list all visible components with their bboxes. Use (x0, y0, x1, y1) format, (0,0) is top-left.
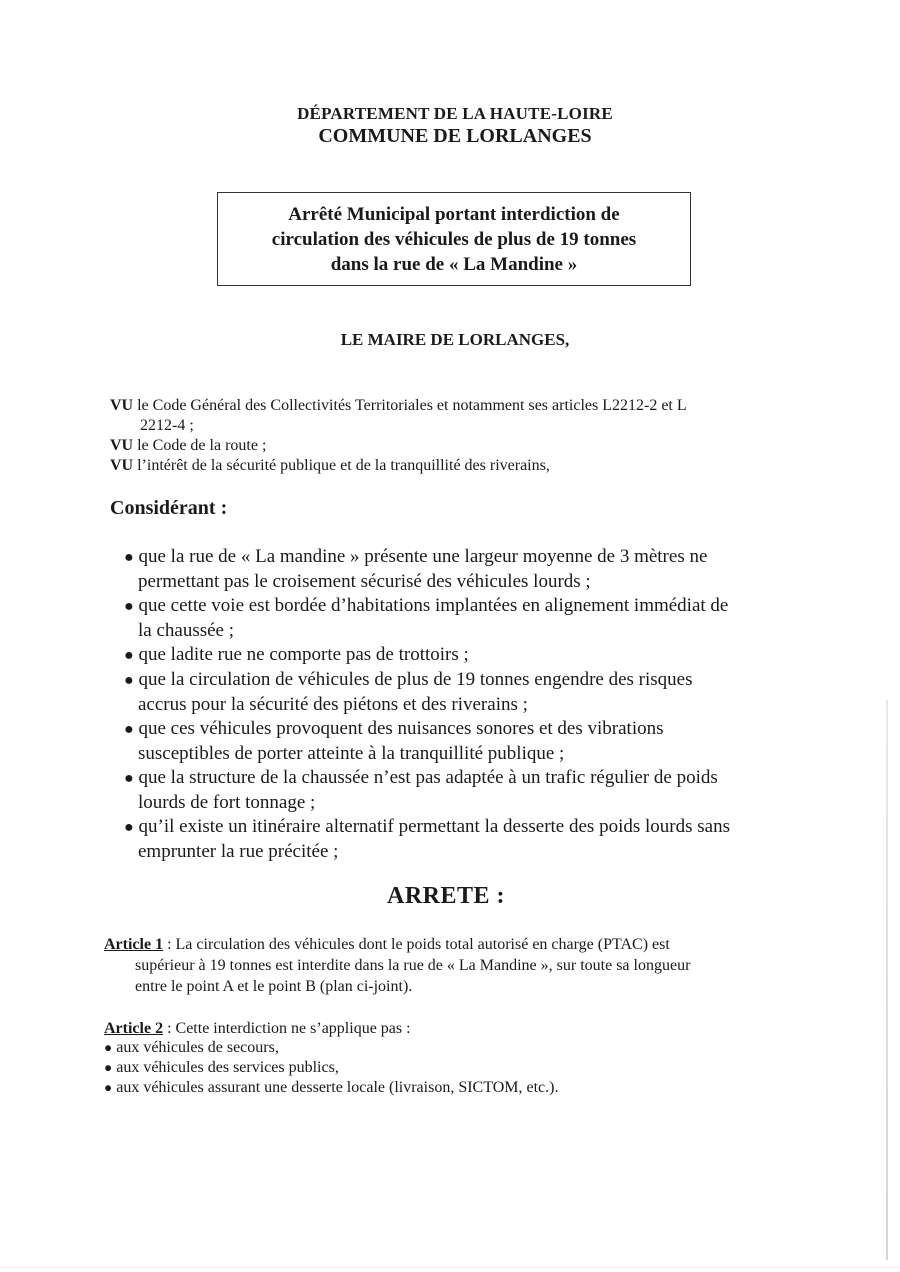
bullet-icon: ● (124, 770, 134, 787)
article-2: Article 2 : Cette interdiction ne s’applique pas : (104, 1020, 411, 1037)
vu-clause (110, 456, 800, 476)
commune-heading: COMMUNE DE LORLANGES (318, 125, 592, 147)
vu-label: VU (110, 437, 134, 454)
list-item: ● qu’il existe un itinéraire alternatif permettant la desserte des poids lourds sans emprunter la rue précitée ; (124, 816, 730, 862)
exemption-list (104, 1038, 558, 1098)
mayor-heading: LE MAIRE DE LORLANGES, (340, 330, 570, 349)
scan-edge-line (0, 1267, 900, 1268)
department-heading: DÉPARTEMENT DE LA HAUTE-LOIRE (297, 104, 613, 123)
decree-title-line: Arrêté Municipal portant interdiction de (288, 203, 620, 225)
vu-label: VU (110, 457, 134, 474)
vu-text: le Code Général des Collectivités Territoriales et notamment ses articles L2212-2 et L (133, 397, 687, 414)
bullet-icon: ● (124, 672, 134, 689)
bullet-icon: ● (124, 647, 134, 664)
list-item: ● aux véhicules de secours, (104, 1039, 279, 1056)
vu-text: l’intérêt de la sécurité publique et de la tranquillité des riverains, (133, 457, 550, 474)
bullet-icon: ● (124, 598, 134, 615)
vu-clause (110, 436, 800, 456)
scan-edge-shadow (886, 700, 888, 1260)
decree-title-line: circulation des véhicules de plus de 19 tonnes (271, 228, 637, 250)
considerant-list (110, 545, 810, 864)
bullet-icon: ● (104, 1080, 113, 1095)
list-item: ● que ladite rue ne comporte pas de trottoirs ; (124, 644, 469, 665)
bullet-icon: ● (124, 819, 134, 836)
vu-label: VU (110, 397, 134, 414)
decree-title-box (217, 192, 691, 286)
list-item: ● que cette voie est bordée d’habitations implantées en alignement immédiat de la chaussée ; (124, 595, 729, 641)
decree-title-line: dans la rue de « La Mandine » (330, 253, 578, 275)
bullet-icon: ● (124, 549, 134, 566)
considerant-heading: Considérant : (110, 497, 228, 519)
bullet-icon: ● (124, 721, 134, 738)
bullet-icon: ● (104, 1040, 113, 1055)
list-item: ● que la structure de la chaussée n’est pas adaptée à un trafic régulier de poids lourds de fort tonnage ; (124, 767, 718, 813)
list-item: ● que ces véhicules provoquent des nuisances sonores et des vibrations susceptibles de porter atteinte à la tranquillité publique ; (124, 718, 664, 764)
article-1: Article 1 : La circulation des véhicules dont le poids total autorisé en charge (PTAC) est supérieur à 19 tonnes est interdite dans la rue de « La Mandine », sur toute sa longueur entre le point A et le point B (plan ci-joint). (104, 936, 691, 995)
list-item: ● que la rue de « La mandine » présente une largeur moyenne de 3 mètres ne permettant pas le croisement sécurisé des véhicules lourds ; (124, 546, 708, 592)
article-label: Article 1 (104, 936, 164, 953)
arrete-heading: ARRETE : (386, 883, 505, 909)
bullet-icon: ● (104, 1060, 113, 1075)
list-item: ● que la circulation de véhicules de plus de 19 tonnes engendre des risques accrus pour la sécurité des piétons et des riverains ; (124, 669, 693, 715)
vu-text-continued: 2212-4 ; (140, 417, 194, 434)
vu-clause (110, 396, 800, 436)
list-item: ● aux véhicules des services publics, (104, 1059, 339, 1076)
list-item: ● aux véhicules assurant une desserte locale (livraison, SICTOM, etc.). (104, 1079, 559, 1096)
article-label: Article 2 (104, 1020, 164, 1037)
vu-text: le Code de la route ; (133, 437, 267, 454)
